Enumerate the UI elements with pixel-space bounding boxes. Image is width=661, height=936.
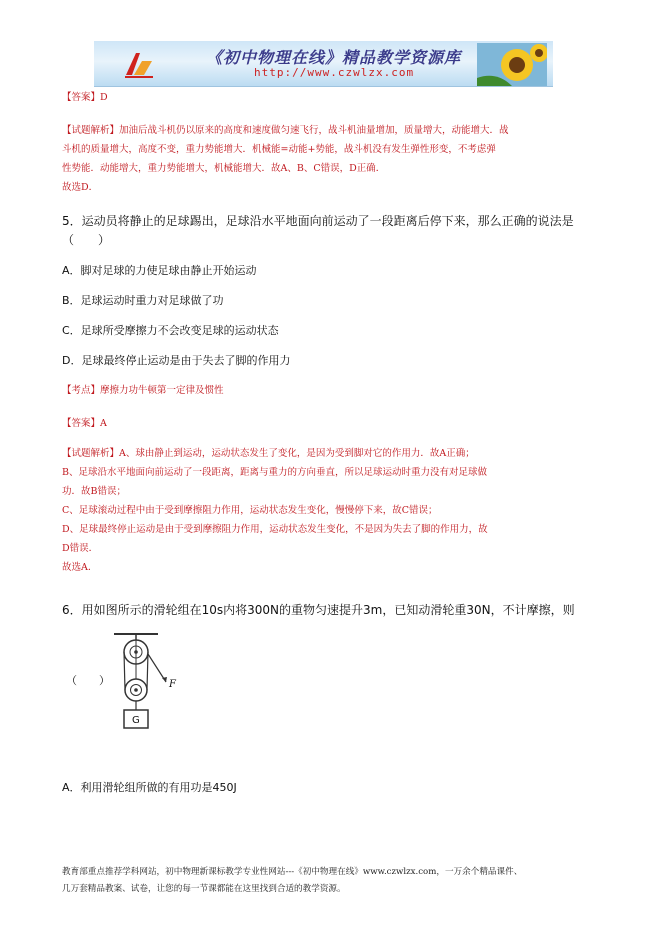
q5-bracket: （ ）: [62, 233, 111, 247]
q5-analysis-line: D错误．: [62, 543, 99, 554]
banner-title: 《初中物理在线》精品教学资源库: [206, 48, 462, 67]
q5-option-d: D．足球最终停止运动是由于失去了脚的作用力: [62, 354, 291, 367]
q5-option-a: A．脚对足球的力使足球由静止开始运动: [62, 264, 257, 277]
banner-url[interactable]: http://www.czwlzx.com: [254, 66, 415, 79]
site-logo-icon: [122, 47, 156, 81]
footer-line: 教育部重点推荐学科网站，初中物理新课标教学专业性网站---《初中物理在线》www.czwlzx.com，一万余个精品课件、: [62, 867, 523, 877]
q4-analysis-line: 故选D．: [62, 182, 99, 193]
q5-analysis: [62, 444, 602, 577]
q4-analysis-line: 性势能．动能增大，重力势能增大，机械能增大．故A、B、C错误，D正确．: [62, 163, 386, 174]
q5-option-c: C．足球所受摩擦力不会改变足球的运动状态: [62, 324, 279, 337]
q6-stem: 6．用如图所示的滑轮组在10s内将300N的重物匀速提升3m，已知动滑轮重30N，不计摩擦，则: [62, 603, 575, 617]
weight-label: G: [132, 715, 140, 726]
sunflower-icon: [477, 43, 547, 86]
q5-analysis-line: B、足球沿水平地面向前运动了一段距离，距离与重力的方向垂直，所以足球运动时重力没有对足球做: [62, 467, 487, 478]
q5-answer: [62, 414, 602, 433]
q5-option-b: B．足球运动时重力对足球做了功: [62, 294, 224, 307]
q5-analysis-line: C、足球滚动过程中由于受到摩擦阻力作用，运动状态发生变化，慢慢停下来，故C错误；: [62, 505, 438, 516]
q5-analysis-label: 【试题解析】: [62, 448, 120, 459]
q4-analysis-line: 斗机的质量增大，高度不变，重力势能增大．机械能=动能+势能，战斗机没有发生弹性形变，不考虑弹: [62, 144, 496, 155]
q5-kaodian: 【考点】摩擦力功牛顿第一定律及惯性: [62, 385, 224, 396]
q4-answer-value: D: [100, 92, 108, 103]
pulley-figure: [106, 632, 186, 732]
q5-stem: [62, 212, 602, 250]
q5-stem-line: 5．运动员将静止的足球踢出，足球沿水平地面向前运动了一段距离后停下来，那么正确的说法是: [62, 214, 574, 228]
q6-option-a: A．利用滑轮组所做的有用功是450J: [62, 781, 237, 794]
q5-analysis-line: 功．故B错误；: [62, 486, 126, 497]
footer-line: 几万套精品教案、试卷，让您的每一节课都能在这里找到合适的教学资源。: [62, 884, 346, 894]
q4-answer-label: 【答案】: [62, 92, 101, 103]
q6-bracket: （ ）: [66, 674, 110, 687]
q5-answer-label: 【答案】: [62, 418, 101, 429]
page-footer: [62, 864, 622, 898]
q4-answer: [62, 88, 602, 107]
q4-analysis-label: 【试题解析】: [62, 125, 120, 136]
header-banner: [94, 41, 553, 87]
q5-analysis-line: D、足球最终停止运动是由于受到摩擦阻力作用，运动状态发生变化，不是因为失去了脚的作用力，故: [62, 524, 488, 535]
q5-analysis-line: 故选A．: [62, 562, 98, 573]
q5-answer-value: A: [100, 418, 107, 429]
q4-analysis-line: 加油后战斗机仍以原来的高度和速度做匀速飞行，战斗机油量增加，质量增大，动能增大．战: [119, 125, 509, 136]
q4-analysis: [62, 121, 602, 197]
force-label: F: [169, 679, 176, 690]
q5-analysis-line: A、球由静止到运动，运动状态发生了变化，是因为受到脚对它的作用力．故A正确；: [119, 448, 475, 459]
